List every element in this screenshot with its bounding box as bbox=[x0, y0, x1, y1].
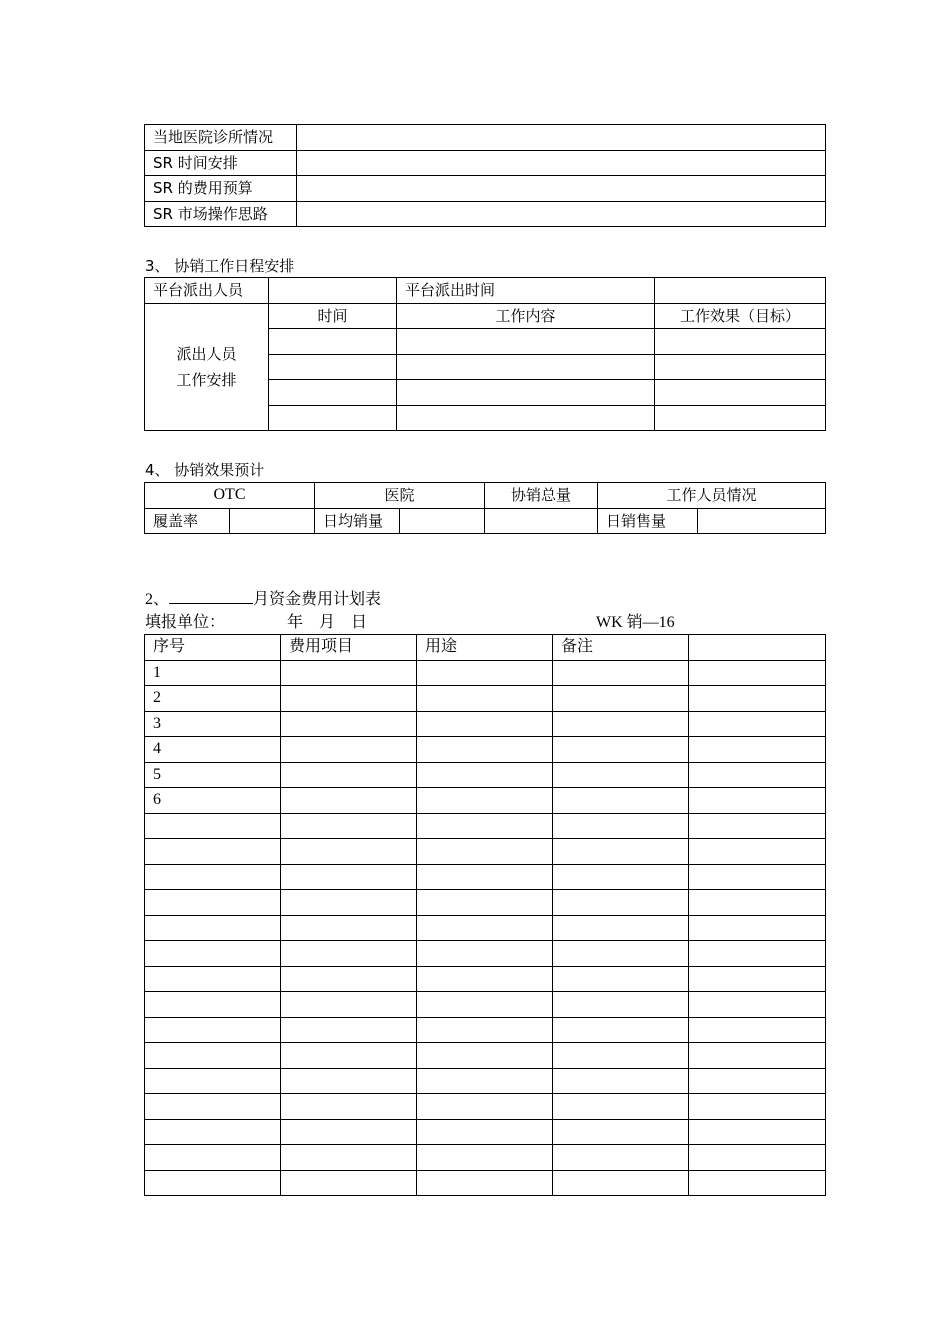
table-row bbox=[145, 201, 826, 227]
effect-forecast-table bbox=[144, 482, 826, 534]
cell[interactable] bbox=[281, 1145, 417, 1171]
form-code: WK 销—16 bbox=[596, 614, 675, 631]
cell[interactable] bbox=[689, 788, 826, 814]
cell[interactable] bbox=[397, 380, 655, 406]
col-header-purpose: 用途 bbox=[417, 635, 553, 661]
date-label: 年 月 日 bbox=[287, 614, 368, 631]
row-number-cell: 4 bbox=[145, 737, 281, 763]
table-row bbox=[145, 278, 826, 304]
cell[interactable] bbox=[417, 660, 553, 686]
cell[interactable] bbox=[553, 992, 689, 1018]
cell[interactable] bbox=[689, 915, 826, 941]
row-number-cell bbox=[145, 1094, 281, 1120]
cell[interactable] bbox=[417, 1043, 553, 1069]
cell[interactable] bbox=[397, 329, 655, 355]
row-number-cell bbox=[145, 966, 281, 992]
cell[interactable] bbox=[553, 839, 689, 865]
cell[interactable] bbox=[281, 813, 417, 839]
table-row bbox=[145, 737, 826, 763]
table-row bbox=[145, 303, 826, 329]
table-row bbox=[145, 864, 826, 890]
cell[interactable] bbox=[689, 737, 826, 763]
header-staff: 工作人员情况 bbox=[598, 483, 826, 509]
table-row bbox=[145, 1017, 826, 1043]
cell[interactable] bbox=[417, 1017, 553, 1043]
cell[interactable] bbox=[281, 992, 417, 1018]
cell[interactable] bbox=[281, 890, 417, 916]
cell[interactable] bbox=[553, 1017, 689, 1043]
cell[interactable] bbox=[553, 737, 689, 763]
cell[interactable] bbox=[281, 966, 417, 992]
cell[interactable] bbox=[281, 660, 417, 686]
cell[interactable] bbox=[689, 1170, 826, 1196]
cell[interactable] bbox=[281, 864, 417, 890]
table-row bbox=[145, 711, 826, 737]
cell[interactable] bbox=[397, 354, 655, 380]
table-row bbox=[145, 660, 826, 686]
row-number-cell bbox=[145, 1119, 281, 1145]
cell[interactable] bbox=[655, 329, 826, 355]
cell[interactable] bbox=[417, 966, 553, 992]
daily-avg-value[interactable] bbox=[400, 508, 485, 534]
work-arrangement-label-line1: 派出人员 bbox=[176, 344, 237, 363]
table-row bbox=[145, 1043, 826, 1069]
row-label-sr-market-strategy: SR 市场操作思路 bbox=[145, 201, 297, 227]
cell[interactable] bbox=[689, 1145, 826, 1171]
cell[interactable] bbox=[417, 1170, 553, 1196]
table-row bbox=[145, 635, 826, 661]
row-number-cell: 2 bbox=[145, 686, 281, 712]
cell[interactable] bbox=[689, 762, 826, 788]
row-number-cell bbox=[145, 1068, 281, 1094]
cell[interactable] bbox=[689, 711, 826, 737]
table-row bbox=[145, 176, 826, 202]
section4-heading: 4、 协销效果预计 bbox=[145, 461, 265, 479]
cell[interactable] bbox=[397, 405, 655, 431]
coverage-label: 履盖率 bbox=[145, 508, 230, 534]
table-row bbox=[145, 1094, 826, 1120]
row-number-cell: 6 bbox=[145, 788, 281, 814]
cell[interactable] bbox=[689, 813, 826, 839]
dispatch-time-label: 平台派出时间 bbox=[397, 278, 655, 304]
cell[interactable] bbox=[417, 915, 553, 941]
cell[interactable] bbox=[689, 992, 826, 1018]
cell[interactable] bbox=[417, 864, 553, 890]
cell[interactable] bbox=[689, 1017, 826, 1043]
table-row bbox=[145, 966, 826, 992]
row-number-cell bbox=[145, 813, 281, 839]
unit-label: 填报单位： bbox=[145, 614, 226, 631]
dispatch-person-value[interactable] bbox=[269, 278, 397, 304]
daily-sales-label: 日销售量 bbox=[598, 508, 698, 534]
cell[interactable] bbox=[281, 762, 417, 788]
cell[interactable] bbox=[553, 966, 689, 992]
cell[interactable] bbox=[269, 380, 397, 406]
table-row bbox=[145, 125, 826, 151]
cell[interactable] bbox=[417, 941, 553, 967]
cell[interactable] bbox=[281, 737, 417, 763]
cell[interactable] bbox=[417, 890, 553, 916]
cell[interactable] bbox=[417, 788, 553, 814]
row-number-cell bbox=[145, 890, 281, 916]
table-row bbox=[145, 915, 826, 941]
value-cell[interactable] bbox=[297, 150, 826, 176]
cell[interactable] bbox=[417, 686, 553, 712]
cell[interactable] bbox=[553, 813, 689, 839]
cell[interactable] bbox=[553, 941, 689, 967]
cell[interactable] bbox=[553, 1170, 689, 1196]
row-number-cell bbox=[145, 941, 281, 967]
cell[interactable] bbox=[417, 762, 553, 788]
cell[interactable] bbox=[417, 1145, 553, 1171]
row-label-sr-budget: SR 的费用预算 bbox=[145, 176, 297, 202]
cell[interactable] bbox=[689, 1094, 826, 1120]
schedule-table bbox=[144, 277, 826, 431]
cell[interactable] bbox=[553, 1145, 689, 1171]
cell[interactable] bbox=[553, 1094, 689, 1120]
cell[interactable] bbox=[553, 711, 689, 737]
table-row bbox=[145, 1145, 826, 1171]
cell[interactable] bbox=[689, 1043, 826, 1069]
section3-heading: 3、 协销工作日程安排 bbox=[145, 257, 295, 275]
cell[interactable] bbox=[281, 1017, 417, 1043]
table-row bbox=[145, 150, 826, 176]
daily-sales-value[interactable] bbox=[698, 508, 826, 534]
header-otc: OTC bbox=[145, 483, 315, 509]
work-arrangement-label-line2: 工作安排 bbox=[176, 370, 237, 389]
cell[interactable] bbox=[553, 1068, 689, 1094]
col-header-number: 序号 bbox=[145, 635, 281, 661]
table-row bbox=[145, 1119, 826, 1145]
row-number-cell bbox=[145, 915, 281, 941]
row-number-cell bbox=[145, 992, 281, 1018]
expense-plan-table bbox=[144, 634, 826, 1196]
cell[interactable] bbox=[417, 839, 553, 865]
cell[interactable] bbox=[281, 1170, 417, 1196]
table-row bbox=[145, 483, 826, 509]
section2-heading-suffix: 月资金费用计划表 bbox=[253, 591, 382, 608]
cell[interactable] bbox=[553, 1043, 689, 1069]
cell[interactable] bbox=[553, 915, 689, 941]
table-row bbox=[145, 1170, 826, 1196]
cell[interactable] bbox=[655, 354, 826, 380]
col-header-extra bbox=[689, 635, 826, 661]
cell[interactable] bbox=[281, 1068, 417, 1094]
col-header-remarks: 备注 bbox=[553, 635, 689, 661]
cell[interactable] bbox=[417, 1068, 553, 1094]
cell[interactable] bbox=[281, 941, 417, 967]
cell[interactable] bbox=[281, 711, 417, 737]
work-arrangement-label bbox=[145, 303, 269, 431]
cell[interactable] bbox=[553, 686, 689, 712]
cell[interactable] bbox=[417, 1119, 553, 1145]
value-cell[interactable] bbox=[297, 125, 826, 151]
cell[interactable] bbox=[281, 788, 417, 814]
total-value[interactable] bbox=[485, 508, 598, 534]
cell[interactable] bbox=[689, 839, 826, 865]
row-number-cell: 5 bbox=[145, 762, 281, 788]
row-number-cell bbox=[145, 1017, 281, 1043]
table-row bbox=[145, 839, 826, 865]
cell[interactable] bbox=[281, 1043, 417, 1069]
cell[interactable] bbox=[281, 915, 417, 941]
cell[interactable] bbox=[553, 864, 689, 890]
row-number-cell bbox=[145, 1170, 281, 1196]
cell[interactable] bbox=[689, 686, 826, 712]
cell[interactable] bbox=[417, 813, 553, 839]
cell[interactable] bbox=[269, 405, 397, 431]
section2-heading bbox=[145, 588, 381, 610]
header-hospital: 医院 bbox=[315, 483, 485, 509]
row-number-cell bbox=[145, 1043, 281, 1069]
cell[interactable] bbox=[269, 329, 397, 355]
cell[interactable] bbox=[689, 864, 826, 890]
cell[interactable] bbox=[689, 966, 826, 992]
cell[interactable] bbox=[689, 1119, 826, 1145]
cell[interactable] bbox=[269, 354, 397, 380]
cell[interactable] bbox=[689, 890, 826, 916]
cell[interactable] bbox=[281, 686, 417, 712]
dispatch-person-label: 平台派出人员 bbox=[145, 278, 269, 304]
table-row bbox=[145, 762, 826, 788]
cell[interactable] bbox=[553, 660, 689, 686]
row-label-local-hospitals: 当地医院诊所情况 bbox=[145, 125, 297, 151]
table-row bbox=[145, 992, 826, 1018]
cell[interactable] bbox=[281, 839, 417, 865]
cell[interactable] bbox=[689, 660, 826, 686]
table-row bbox=[145, 686, 826, 712]
cell[interactable] bbox=[281, 1094, 417, 1120]
cell[interactable] bbox=[689, 1068, 826, 1094]
cell[interactable] bbox=[553, 890, 689, 916]
cell[interactable] bbox=[417, 992, 553, 1018]
cell[interactable] bbox=[417, 1094, 553, 1120]
row-label-sr-schedule: SR 时间安排 bbox=[145, 150, 297, 176]
col-header-expense-item: 费用项目 bbox=[281, 635, 417, 661]
cell[interactable] bbox=[655, 380, 826, 406]
table-row bbox=[145, 788, 826, 814]
col-header-effect: 工作效果（目标） bbox=[655, 303, 826, 329]
row-number-cell bbox=[145, 864, 281, 890]
header-total: 协销总量 bbox=[485, 483, 598, 509]
section2-heading-prefix: 2、 bbox=[145, 591, 170, 608]
value-cell[interactable] bbox=[297, 176, 826, 202]
cell[interactable] bbox=[553, 762, 689, 788]
table-row bbox=[145, 1068, 826, 1094]
cell[interactable] bbox=[553, 1119, 689, 1145]
row-number-cell: 1 bbox=[145, 660, 281, 686]
table-row bbox=[145, 813, 826, 839]
table-row bbox=[145, 890, 826, 916]
row-number-cell bbox=[145, 839, 281, 865]
cell[interactable] bbox=[417, 737, 553, 763]
table-row bbox=[145, 508, 826, 534]
col-header-content: 工作内容 bbox=[397, 303, 655, 329]
cell[interactable] bbox=[281, 1119, 417, 1145]
coverage-value[interactable] bbox=[230, 508, 315, 534]
sr-info-table bbox=[144, 124, 826, 227]
month-blank[interactable] bbox=[169, 588, 253, 604]
value-cell[interactable] bbox=[297, 201, 826, 227]
cell[interactable] bbox=[417, 711, 553, 737]
row-number-cell: 3 bbox=[145, 711, 281, 737]
col-header-time: 时间 bbox=[269, 303, 397, 329]
row-number-cell bbox=[145, 1145, 281, 1171]
cell[interactable] bbox=[553, 788, 689, 814]
cell[interactable] bbox=[689, 941, 826, 967]
daily-avg-label: 日均销量 bbox=[315, 508, 400, 534]
dispatch-time-value[interactable] bbox=[655, 278, 826, 304]
cell[interactable] bbox=[655, 405, 826, 431]
table-row bbox=[145, 941, 826, 967]
